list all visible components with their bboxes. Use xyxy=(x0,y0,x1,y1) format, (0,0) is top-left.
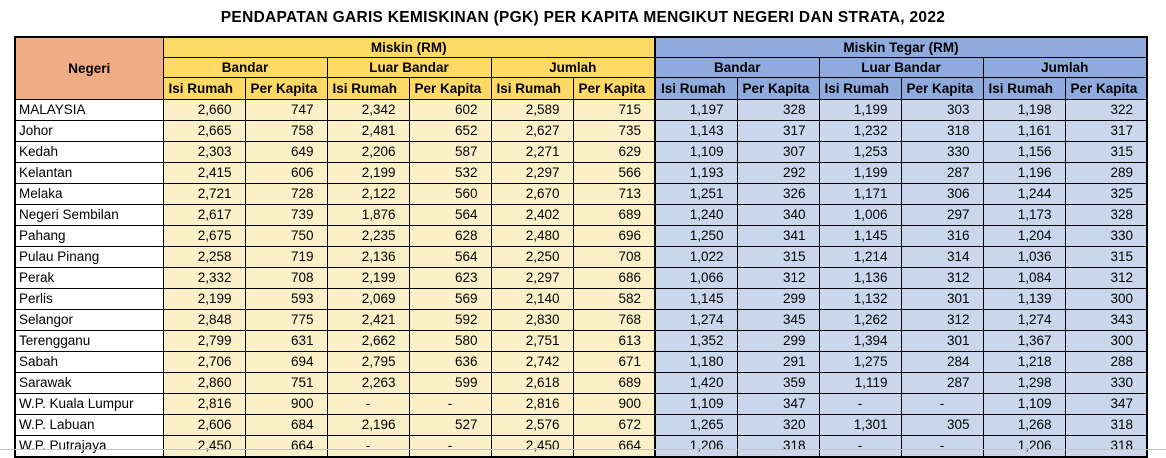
measure-header: Per Kapita xyxy=(573,78,655,100)
table-row xyxy=(15,226,1147,247)
value-cell: 775 xyxy=(245,310,327,331)
table-row xyxy=(15,121,1147,142)
value-cell: 2,450 xyxy=(491,436,573,458)
value-cell: 564 xyxy=(409,205,491,226)
negeri-cell: Kelantan xyxy=(15,163,163,184)
value-cell: 2,421 xyxy=(327,310,409,331)
value-cell: 2,069 xyxy=(327,289,409,310)
measure-header: Per Kapita xyxy=(409,78,491,100)
value-cell: 325 xyxy=(1065,184,1147,205)
value-cell: 2,258 xyxy=(163,247,245,268)
value-cell: 291 xyxy=(737,352,819,373)
value-cell: 1,394 xyxy=(819,331,901,352)
value-cell: 1,145 xyxy=(655,289,737,310)
value-cell: 671 xyxy=(573,352,655,373)
measure-header: Isi Rumah xyxy=(819,78,901,100)
value-cell: 1,265 xyxy=(655,415,737,436)
value-cell: 1,161 xyxy=(983,121,1065,142)
negeri-cell: Negeri Sembilan xyxy=(15,205,163,226)
value-cell: 318 xyxy=(1065,415,1147,436)
value-cell: 2,140 xyxy=(491,289,573,310)
value-cell: 2,122 xyxy=(327,184,409,205)
value-cell: 1,145 xyxy=(819,226,901,247)
value-cell: 689 xyxy=(573,373,655,394)
value-cell: 1,109 xyxy=(655,142,737,163)
value-cell: 299 xyxy=(737,331,819,352)
value-cell: 672 xyxy=(573,415,655,436)
bottom-rule xyxy=(0,449,1166,450)
negeri-cell: W.P. Labuan xyxy=(15,415,163,436)
table-row xyxy=(15,394,1147,415)
value-cell: 900 xyxy=(245,394,327,415)
negeri-cell: Sarawak xyxy=(15,373,163,394)
value-cell: 2,297 xyxy=(491,268,573,289)
value-cell: 652 xyxy=(409,121,491,142)
value-cell: 1,139 xyxy=(983,289,1065,310)
value-cell: 2,271 xyxy=(491,142,573,163)
value-cell: - xyxy=(409,436,491,458)
value-cell: 1,156 xyxy=(983,142,1065,163)
value-cell: 713 xyxy=(573,184,655,205)
value-cell: 1,206 xyxy=(983,436,1065,458)
value-cell: 2,660 xyxy=(163,100,245,121)
value-cell: 328 xyxy=(737,100,819,121)
table-row xyxy=(15,331,1147,352)
measure-header: Per Kapita xyxy=(1065,78,1147,100)
value-cell: 297 xyxy=(901,205,983,226)
value-cell: 347 xyxy=(1065,394,1147,415)
value-cell: 593 xyxy=(245,289,327,310)
value-cell: 2,263 xyxy=(327,373,409,394)
negeri-cell: Terengganu xyxy=(15,331,163,352)
value-cell: 2,589 xyxy=(491,100,573,121)
value-cell: 1,109 xyxy=(983,394,1065,415)
value-cell: 1,109 xyxy=(655,394,737,415)
value-cell: 301 xyxy=(901,289,983,310)
value-cell: 315 xyxy=(737,247,819,268)
negeri-cell: Sabah xyxy=(15,352,163,373)
value-cell: 580 xyxy=(409,331,491,352)
value-cell: 629 xyxy=(573,142,655,163)
value-cell: 1,244 xyxy=(983,184,1065,205)
value-cell: 2,402 xyxy=(491,205,573,226)
value-cell: 328 xyxy=(1065,205,1147,226)
table-row xyxy=(15,184,1147,205)
value-cell: 330 xyxy=(1065,373,1147,394)
value-cell: 2,450 xyxy=(163,436,245,458)
table-row xyxy=(15,415,1147,436)
value-cell: 2,662 xyxy=(327,331,409,352)
value-cell: 708 xyxy=(245,268,327,289)
value-cell: 2,480 xyxy=(491,226,573,247)
measure-header: Isi Rumah xyxy=(327,78,409,100)
value-cell: 322 xyxy=(1065,100,1147,121)
value-cell: 2,303 xyxy=(163,142,245,163)
negeri-cell: W.P. Putrajaya xyxy=(15,436,163,458)
value-cell: 1,084 xyxy=(983,268,1065,289)
value-cell: 664 xyxy=(573,436,655,458)
value-cell: 2,481 xyxy=(327,121,409,142)
value-cell: 1,036 xyxy=(983,247,1065,268)
group-header-miskin: Miskin (RM) xyxy=(163,37,655,58)
negeri-cell: W.P. Kuala Lumpur xyxy=(15,394,163,415)
value-cell: 2,332 xyxy=(163,268,245,289)
value-cell: 2,721 xyxy=(163,184,245,205)
value-cell: 592 xyxy=(409,310,491,331)
value-cell: 341 xyxy=(737,226,819,247)
value-cell: 728 xyxy=(245,184,327,205)
value-cell: 318 xyxy=(901,121,983,142)
value-cell: 2,250 xyxy=(491,247,573,268)
value-cell: 664 xyxy=(245,436,327,458)
value-cell: - xyxy=(327,394,409,415)
value-cell: 2,670 xyxy=(491,184,573,205)
table-row xyxy=(15,268,1147,289)
table-row xyxy=(15,142,1147,163)
value-cell: 2,665 xyxy=(163,121,245,142)
value-cell: 2,618 xyxy=(491,373,573,394)
value-cell: 1,876 xyxy=(327,205,409,226)
value-cell: 1,262 xyxy=(819,310,901,331)
value-cell: 2,297 xyxy=(491,163,573,184)
value-cell: 715 xyxy=(573,100,655,121)
value-cell: 1,206 xyxy=(655,436,737,458)
value-cell: 2,816 xyxy=(163,394,245,415)
value-cell: 606 xyxy=(245,163,327,184)
negeri-cell: Perlis xyxy=(15,289,163,310)
value-cell: 527 xyxy=(409,415,491,436)
subgroup-header-miskin-luar-bandar: Luar Bandar xyxy=(327,58,491,78)
value-cell: - xyxy=(819,394,901,415)
value-cell: 2,830 xyxy=(491,310,573,331)
value-cell: 751 xyxy=(245,373,327,394)
value-cell: 345 xyxy=(737,310,819,331)
value-cell: 1,119 xyxy=(819,373,901,394)
value-cell: 359 xyxy=(737,373,819,394)
value-cell: - xyxy=(327,436,409,458)
value-cell: 602 xyxy=(409,100,491,121)
value-cell: 735 xyxy=(573,121,655,142)
table-row xyxy=(15,100,1147,121)
value-cell: 708 xyxy=(573,247,655,268)
value-cell: 900 xyxy=(573,394,655,415)
value-cell: 1,173 xyxy=(983,205,1065,226)
value-cell: 1,420 xyxy=(655,373,737,394)
value-cell: 739 xyxy=(245,205,327,226)
value-cell: 1,171 xyxy=(819,184,901,205)
value-cell: 2,627 xyxy=(491,121,573,142)
subgroup-header-miskin-bandar: Bandar xyxy=(163,58,327,78)
value-cell: 1,218 xyxy=(983,352,1065,373)
negeri-column-header: Negeri xyxy=(15,37,163,100)
value-cell: 694 xyxy=(245,352,327,373)
value-cell: 287 xyxy=(901,163,983,184)
subgroup-header-tegar-luar-bandar: Luar Bandar xyxy=(819,58,983,78)
value-cell: 569 xyxy=(409,289,491,310)
value-cell: 2,196 xyxy=(327,415,409,436)
value-cell: 2,136 xyxy=(327,247,409,268)
value-cell: 750 xyxy=(245,226,327,247)
value-cell: 1,274 xyxy=(983,310,1065,331)
value-cell: 316 xyxy=(901,226,983,247)
table-row xyxy=(15,163,1147,184)
negeri-cell: Perak xyxy=(15,268,163,289)
measure-header: Per Kapita xyxy=(245,78,327,100)
measure-header: Per Kapita xyxy=(901,78,983,100)
value-cell: 315 xyxy=(1065,247,1147,268)
value-cell: 307 xyxy=(737,142,819,163)
value-cell: - xyxy=(819,436,901,458)
negeri-cell: Pahang xyxy=(15,226,163,247)
value-cell: 2,199 xyxy=(163,289,245,310)
value-cell: 301 xyxy=(901,331,983,352)
value-cell: 300 xyxy=(1065,289,1147,310)
negeri-cell: MALAYSIA xyxy=(15,100,163,121)
value-cell: 1,199 xyxy=(819,163,901,184)
value-cell: 2,576 xyxy=(491,415,573,436)
value-cell: - xyxy=(901,436,983,458)
negeri-cell: Melaka xyxy=(15,184,163,205)
value-cell: 1,367 xyxy=(983,331,1065,352)
value-cell: 747 xyxy=(245,100,327,121)
value-cell: - xyxy=(901,394,983,415)
value-cell: 696 xyxy=(573,226,655,247)
value-cell: 599 xyxy=(409,373,491,394)
value-cell: 1,198 xyxy=(983,100,1065,121)
value-cell: 686 xyxy=(573,268,655,289)
table-row xyxy=(15,373,1147,394)
value-cell: 1,006 xyxy=(819,205,901,226)
value-cell: 1,197 xyxy=(655,100,737,121)
value-cell: 2,742 xyxy=(491,352,573,373)
measure-header: Isi Rumah xyxy=(655,78,737,100)
value-cell: 2,848 xyxy=(163,310,245,331)
table-row xyxy=(15,310,1147,331)
value-cell: 1,250 xyxy=(655,226,737,247)
value-cell: 2,751 xyxy=(491,331,573,352)
value-cell: 1,199 xyxy=(819,100,901,121)
value-cell: 689 xyxy=(573,205,655,226)
value-cell: 2,816 xyxy=(491,394,573,415)
value-cell: 1,240 xyxy=(655,205,737,226)
value-cell: 330 xyxy=(1065,226,1147,247)
value-cell: 326 xyxy=(737,184,819,205)
value-cell: 2,199 xyxy=(327,268,409,289)
value-cell: 2,675 xyxy=(163,226,245,247)
value-cell: 312 xyxy=(1065,268,1147,289)
value-cell: 758 xyxy=(245,121,327,142)
value-cell: 288 xyxy=(1065,352,1147,373)
value-cell: 587 xyxy=(409,142,491,163)
value-cell: 317 xyxy=(1065,121,1147,142)
value-cell: 305 xyxy=(901,415,983,436)
table-body xyxy=(15,100,1147,458)
value-cell: 284 xyxy=(901,352,983,373)
value-cell: 312 xyxy=(737,268,819,289)
value-cell: 320 xyxy=(737,415,819,436)
value-cell: 343 xyxy=(1065,310,1147,331)
value-cell: 719 xyxy=(245,247,327,268)
value-cell: 2,617 xyxy=(163,205,245,226)
value-cell: 314 xyxy=(901,247,983,268)
value-cell: 2,706 xyxy=(163,352,245,373)
value-cell: 1,204 xyxy=(983,226,1065,247)
measure-header: Per Kapita xyxy=(737,78,819,100)
value-cell: 1,136 xyxy=(819,268,901,289)
value-cell: 1,066 xyxy=(655,268,737,289)
value-cell: - xyxy=(409,394,491,415)
value-cell: 2,860 xyxy=(163,373,245,394)
value-cell: 330 xyxy=(901,142,983,163)
value-cell: 2,795 xyxy=(327,352,409,373)
value-cell: 1,196 xyxy=(983,163,1065,184)
value-cell: 1,268 xyxy=(983,415,1065,436)
value-cell: 684 xyxy=(245,415,327,436)
table-row xyxy=(15,352,1147,373)
value-cell: 636 xyxy=(409,352,491,373)
value-cell: 2,799 xyxy=(163,331,245,352)
value-cell: 317 xyxy=(737,121,819,142)
value-cell: 1,301 xyxy=(819,415,901,436)
table-row xyxy=(15,247,1147,268)
value-cell: 287 xyxy=(901,373,983,394)
value-cell: 628 xyxy=(409,226,491,247)
negeri-cell: Kedah xyxy=(15,142,163,163)
subgroup-header-miskin-jumlah: Jumlah xyxy=(491,58,655,78)
value-cell: 300 xyxy=(1065,331,1147,352)
value-cell: 2,199 xyxy=(327,163,409,184)
group-header-miskin-tegar: Miskin Tegar (RM) xyxy=(655,37,1147,58)
measure-header: Isi Rumah xyxy=(491,78,573,100)
value-cell: 2,415 xyxy=(163,163,245,184)
value-cell: 566 xyxy=(573,163,655,184)
value-cell: 532 xyxy=(409,163,491,184)
negeri-cell: Pulau Pinang xyxy=(15,247,163,268)
value-cell: 318 xyxy=(737,436,819,458)
value-cell: 768 xyxy=(573,310,655,331)
value-cell: 2,235 xyxy=(327,226,409,247)
value-cell: 312 xyxy=(901,268,983,289)
value-cell: 1,274 xyxy=(655,310,737,331)
value-cell: 1,180 xyxy=(655,352,737,373)
value-cell: 347 xyxy=(737,394,819,415)
value-cell: 318 xyxy=(1065,436,1147,458)
page-title: PENDAPATAN GARIS KEMISKINAN (PGK) PER KAPITA MENGIKUT NEGERI DAN STRATA, 2022 xyxy=(220,9,946,26)
value-cell: 1,022 xyxy=(655,247,737,268)
value-cell: 1,143 xyxy=(655,121,737,142)
value-cell: 2,206 xyxy=(327,142,409,163)
measure-header: Isi Rumah xyxy=(163,78,245,100)
value-cell: 1,214 xyxy=(819,247,901,268)
value-cell: 292 xyxy=(737,163,819,184)
value-cell: 306 xyxy=(901,184,983,205)
subgroup-header-tegar-jumlah: Jumlah xyxy=(983,58,1147,78)
value-cell: 303 xyxy=(901,100,983,121)
value-cell: 315 xyxy=(1065,142,1147,163)
value-cell: 623 xyxy=(409,268,491,289)
measure-header: Isi Rumah xyxy=(983,78,1065,100)
value-cell: 340 xyxy=(737,205,819,226)
value-cell: 289 xyxy=(1065,163,1147,184)
table-row xyxy=(15,205,1147,226)
value-cell: 1,232 xyxy=(819,121,901,142)
negeri-cell: Johor xyxy=(15,121,163,142)
value-cell: 1,193 xyxy=(655,163,737,184)
value-cell: 613 xyxy=(573,331,655,352)
value-cell: 299 xyxy=(737,289,819,310)
value-cell: 582 xyxy=(573,289,655,310)
subgroup-header-tegar-bandar: Bandar xyxy=(655,58,819,78)
table-row xyxy=(15,289,1147,310)
negeri-cell: Selangor xyxy=(15,310,163,331)
value-cell: 312 xyxy=(901,310,983,331)
value-cell: 2,342 xyxy=(327,100,409,121)
value-cell: 2,606 xyxy=(163,415,245,436)
value-cell: 1,298 xyxy=(983,373,1065,394)
value-cell: 564 xyxy=(409,247,491,268)
value-cell: 560 xyxy=(409,184,491,205)
value-cell: 649 xyxy=(245,142,327,163)
value-cell: 631 xyxy=(245,331,327,352)
value-cell: 1,275 xyxy=(819,352,901,373)
pgk-table xyxy=(14,36,1148,458)
value-cell: 1,251 xyxy=(655,184,737,205)
value-cell: 1,132 xyxy=(819,289,901,310)
value-cell: 1,253 xyxy=(819,142,901,163)
value-cell: 1,352 xyxy=(655,331,737,352)
